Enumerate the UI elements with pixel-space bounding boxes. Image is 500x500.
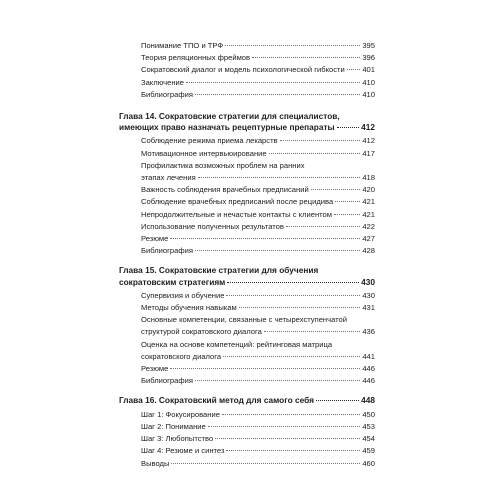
dot-leader (280, 140, 361, 141)
toc-entry[interactable] (119, 160, 375, 172)
toc-entry[interactable] (119, 339, 375, 351)
toc-entry[interactable] (119, 233, 375, 245)
dot-leader (286, 226, 360, 227)
dot-leader (239, 307, 361, 308)
page-number: 422 (362, 221, 375, 231)
dot-leader (198, 177, 361, 178)
entry-title: Мотивационное интервьюирование (141, 148, 267, 158)
page-number: 410 (362, 77, 375, 87)
toc-entry[interactable] (119, 89, 375, 101)
page-number: 412 (361, 122, 375, 133)
entry-title: Библиография (141, 89, 193, 99)
chapter-heading[interactable] (119, 265, 375, 287)
dot-leader (334, 214, 360, 215)
page-number: 454 (362, 434, 375, 444)
dot-leader (264, 331, 361, 332)
entry-title: Методы обучения навыкам (141, 303, 237, 313)
toc-entry[interactable] (119, 314, 375, 326)
table-of-contents (119, 40, 375, 470)
entry-title: структурой сократовского диалога (141, 327, 262, 337)
dot-leader (186, 82, 360, 83)
page-number: 417 (362, 148, 375, 158)
entry-title: Важность соблюдения врачебных предписаний (141, 185, 309, 195)
dot-leader (170, 238, 360, 239)
toc-entry[interactable] (119, 363, 375, 375)
entry-title: Супервизия и обучение (141, 290, 225, 300)
spacer (119, 101, 375, 103)
dot-leader (226, 295, 360, 296)
entry-title: Соблюдение врачебных предписаний после рецидива (141, 197, 334, 207)
entry-title: Основные компетенции, связанные с четырехступенчатой (141, 315, 347, 325)
page-number: 401 (362, 65, 375, 75)
dot-leader (223, 356, 360, 357)
page-number: 460 (362, 458, 375, 468)
dot-leader (269, 153, 361, 154)
entry-title: Выводы (141, 458, 170, 468)
toc-entry[interactable] (119, 135, 375, 147)
entry-title: Профилактика возможных проблем на ранних (141, 160, 305, 170)
toc-entry[interactable] (119, 290, 375, 302)
entry-title: Сократовский диалог и модель психологической гибкости (141, 65, 345, 75)
toc-entry[interactable] (119, 77, 375, 89)
toc-entry[interactable] (119, 209, 375, 221)
page-number: 427 (362, 234, 375, 244)
dot-leader (195, 94, 360, 95)
page-number: 420 (362, 185, 375, 195)
page-number: 395 (362, 41, 375, 50)
entry-title: Соблюдение режима приема лекарств (141, 136, 278, 146)
dot-leader (171, 463, 360, 464)
toc-entry[interactable] (119, 458, 375, 470)
page-number: 418 (362, 173, 375, 183)
entry-title: Шаг 1: Фокусирование (141, 409, 220, 419)
entry-title: Непродолжительные и нечастые контакты с клиентом (141, 209, 332, 219)
toc-entry[interactable] (119, 184, 375, 196)
dot-leader (316, 400, 359, 401)
entry-title: Использование полученных результатов (141, 221, 284, 231)
toc-entry[interactable] (119, 421, 375, 433)
toc-entry[interactable] (119, 196, 375, 208)
page-number: 453 (362, 421, 375, 431)
entry-title: этапах лечения (141, 173, 196, 183)
page-number: 412 (362, 136, 375, 146)
dot-leader (222, 414, 360, 415)
page-number: 428 (362, 246, 375, 256)
entry-title: Библиография (141, 246, 193, 256)
entry-title: Теория реляционных фреймов (141, 53, 251, 63)
entry-title: Шаг 2: Понимание (141, 421, 206, 431)
dot-leader (252, 57, 360, 58)
chapter-title-row (119, 122, 375, 133)
toc-entry[interactable] (119, 302, 375, 314)
page-number: 430 (361, 276, 375, 287)
toc-entry[interactable] (119, 40, 375, 52)
dot-leader (208, 426, 361, 427)
page-number: 410 (362, 89, 375, 99)
entry-title: Резюме (141, 364, 169, 374)
toc-entry-continuation[interactable] (119, 326, 375, 338)
entry-title: Резюме (141, 234, 169, 244)
dot-leader (227, 282, 359, 283)
page-number: 421 (362, 197, 375, 207)
page-number: 450 (362, 409, 375, 419)
page-number: 396 (362, 53, 375, 63)
toc-entry[interactable] (119, 375, 375, 387)
toc-entry-continuation[interactable] (119, 172, 375, 184)
chapter-title-line: Глава 14. Сократовские стратегии для специалистов, (119, 111, 340, 122)
toc-entry[interactable] (119, 221, 375, 233)
page-number: 446 (362, 364, 375, 374)
dot-leader (225, 45, 360, 46)
page-number: 459 (362, 446, 375, 456)
entry-title: сократовского диалога (141, 351, 222, 361)
toc-entry[interactable] (119, 433, 375, 445)
toc-entry-continuation[interactable] (119, 351, 375, 363)
entry-title: Библиография (141, 376, 193, 386)
chapter-title-line: Глава 16. Сократовский метод для самого себя (119, 395, 314, 406)
toc-entry[interactable] (119, 148, 375, 160)
dot-leader (195, 250, 360, 251)
entry-title: Оценка на основе компетенций: рейтинговая матрица (141, 339, 333, 349)
toc-entry[interactable] (119, 445, 375, 457)
chapter-heading[interactable] (119, 395, 375, 406)
dot-leader (337, 127, 360, 128)
page-number: 436 (362, 327, 375, 337)
chapter-heading[interactable] (119, 111, 375, 133)
page-number: 421 (362, 209, 375, 219)
page-number: 431 (362, 303, 375, 313)
chapter-title-line: имеющих право назначать рецептурные препараты (119, 122, 335, 133)
dot-leader (335, 201, 360, 202)
entry-title: Понимание ТПО и ТРФ (141, 41, 224, 50)
toc-entry[interactable] (119, 64, 375, 76)
page-number: 441 (362, 351, 375, 361)
chapter-title-row (119, 395, 375, 406)
dot-leader (347, 69, 361, 70)
entry-title: Шаг 4: Резюме и синтез (141, 446, 225, 456)
entry-title: Заключение (141, 77, 185, 87)
dot-leader (226, 450, 360, 451)
page-number: 430 (362, 290, 375, 300)
chapter-title-line: Глава 15. Сократовские стратегии для обучения (119, 265, 319, 276)
chapter-title-line: сократовским стратегиям (119, 276, 226, 287)
dot-leader (195, 380, 360, 381)
dot-leader (311, 189, 361, 190)
toc-entry[interactable] (119, 409, 375, 421)
entry-title: Шаг 3: Любопытство (141, 434, 214, 444)
page-number: 446 (362, 376, 375, 386)
chapter-title-row (119, 277, 375, 288)
toc-entry[interactable] (119, 245, 375, 257)
toc-entry[interactable] (119, 52, 375, 64)
page-number: 448 (361, 395, 375, 406)
dot-leader (170, 368, 360, 369)
dot-leader (215, 438, 360, 439)
